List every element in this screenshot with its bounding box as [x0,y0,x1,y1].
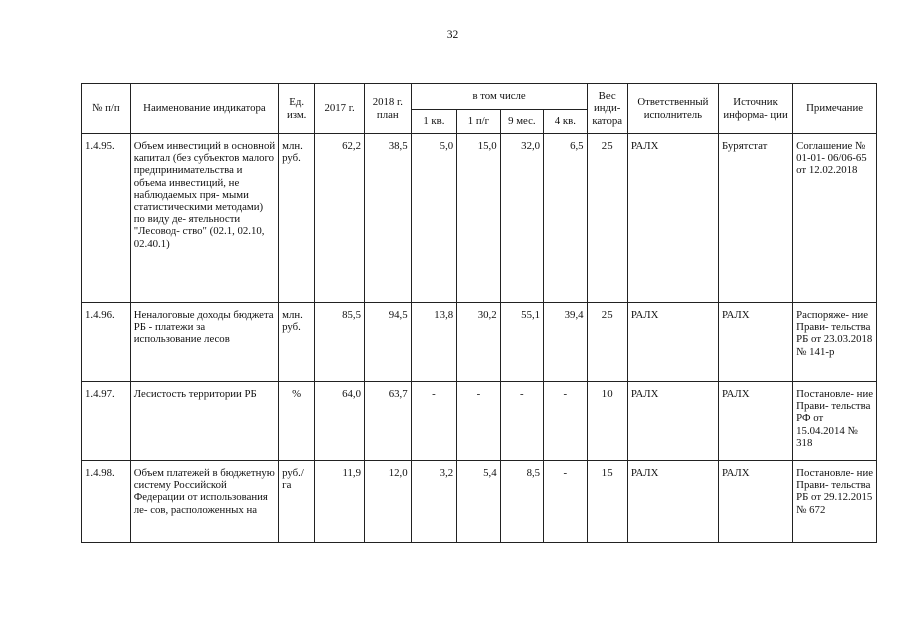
cell-note: Распоряже- ние Прави- тельства РБ от 23.03.2018 № 141-р [793,303,877,382]
header-num: № п/п [82,84,131,134]
cell-num: 1.4.96. [82,303,131,382]
cell-source: РАЛХ [718,382,792,461]
cell-source: Бурятстат [718,134,792,303]
header-note: Примечание [793,84,877,134]
cell-2018: 94,5 [364,303,411,382]
cell-9-months: 32,0 [500,134,543,303]
cell-weight: 25 [587,303,627,382]
cell-unit: % [279,382,315,461]
cell-2017: 11,9 [315,461,365,543]
cell-unit: млн. руб. [279,134,315,303]
cell-note: Постановле- ние Прави- тельства РФ от 15.04.2014 № 318 [793,382,877,461]
cell-num: 1.4.97. [82,382,131,461]
cell-weight: 10 [587,382,627,461]
cell-2018: 12,0 [364,461,411,543]
cell-2017: 64,0 [315,382,365,461]
cell-2018: 63,7 [364,382,411,461]
header-responsible: Ответственный исполнитель [627,84,718,134]
header-unit: Ед. изм. [279,84,315,134]
cell-indicator-name: Лесистость территории РБ [130,382,278,461]
cell-responsible: РАЛХ [627,382,718,461]
table-row [82,134,877,303]
table-row [82,303,877,382]
cell-unit: млн. руб. [279,303,315,382]
cell-q4: 39,4 [544,303,587,382]
cell-responsible: РАЛХ [627,134,718,303]
header-2018-plan: 2018 г. план [364,84,411,134]
cell-2017: 85,5 [315,303,365,382]
cell-responsible: РАЛХ [627,303,718,382]
cell-q1: 13,8 [411,303,457,382]
cell-num: 1.4.95. [82,134,131,303]
indicators-table [81,83,877,543]
header-indicator-name: Наименование индикатора [130,84,278,134]
cell-q1: 3,2 [411,461,457,543]
cell-weight: 25 [587,134,627,303]
cell-9-months: 55,1 [500,303,543,382]
cell-q4: - [544,382,587,461]
table-header-row [82,84,877,110]
cell-q1: 5,0 [411,134,457,303]
table-row [82,461,877,543]
cell-note: Постановле- ние Прави- тельства РБ от 29.12.2015 № 672 [793,461,877,543]
cell-2017: 62,2 [315,134,365,303]
header-source: Источник информа- ции [718,84,792,134]
cell-q1: - [411,382,457,461]
cell-q4: - [544,461,587,543]
cell-h1: 5,4 [457,461,500,543]
cell-unit: руб./ га [279,461,315,543]
cell-responsible: РАЛХ [627,461,718,543]
cell-source: РАЛХ [718,303,792,382]
cell-indicator-name: Объем платежей в бюджетную систему Российской Федерации от использования ле- сов, расположенных на [130,461,278,543]
cell-h1: - [457,382,500,461]
cell-h1: 30,2 [457,303,500,382]
header-9-months: 9 мес. [500,110,543,134]
cell-9-months: - [500,382,543,461]
cell-num: 1.4.98. [82,461,131,543]
cell-source: РАЛХ [718,461,792,543]
cell-indicator-name: Неналоговые доходы бюджета РБ - платежи за использование лесов [130,303,278,382]
cell-9-months: 8,5 [500,461,543,543]
header-weight: Вес инди- катора [587,84,627,134]
cell-h1: 15,0 [457,134,500,303]
header-q1: 1 кв. [411,110,457,134]
cell-q4: 6,5 [544,134,587,303]
header-h1: 1 п/г [457,110,500,134]
cell-note: Соглашение № 01-01- 06/06-65 от 12.02.2018 [793,134,877,303]
page-number: 32 [446,29,459,41]
table-row [82,382,877,461]
header-q4: 4 кв. [544,110,587,134]
header-including: в том числе [411,84,587,110]
cell-indicator-name: Объем инвестиций в основной капитал (без субъектов малого предпринимательства и объема инвестиций, не наблюдаемых пря- мыми статистическими методами) по виду де- ятельности "Лесовод- ство" (02.1, 02.10, 02.40.1) [130,134,278,303]
cell-2018: 38,5 [364,134,411,303]
cell-weight: 15 [587,461,627,543]
header-2017: 2017 г. [315,84,365,134]
